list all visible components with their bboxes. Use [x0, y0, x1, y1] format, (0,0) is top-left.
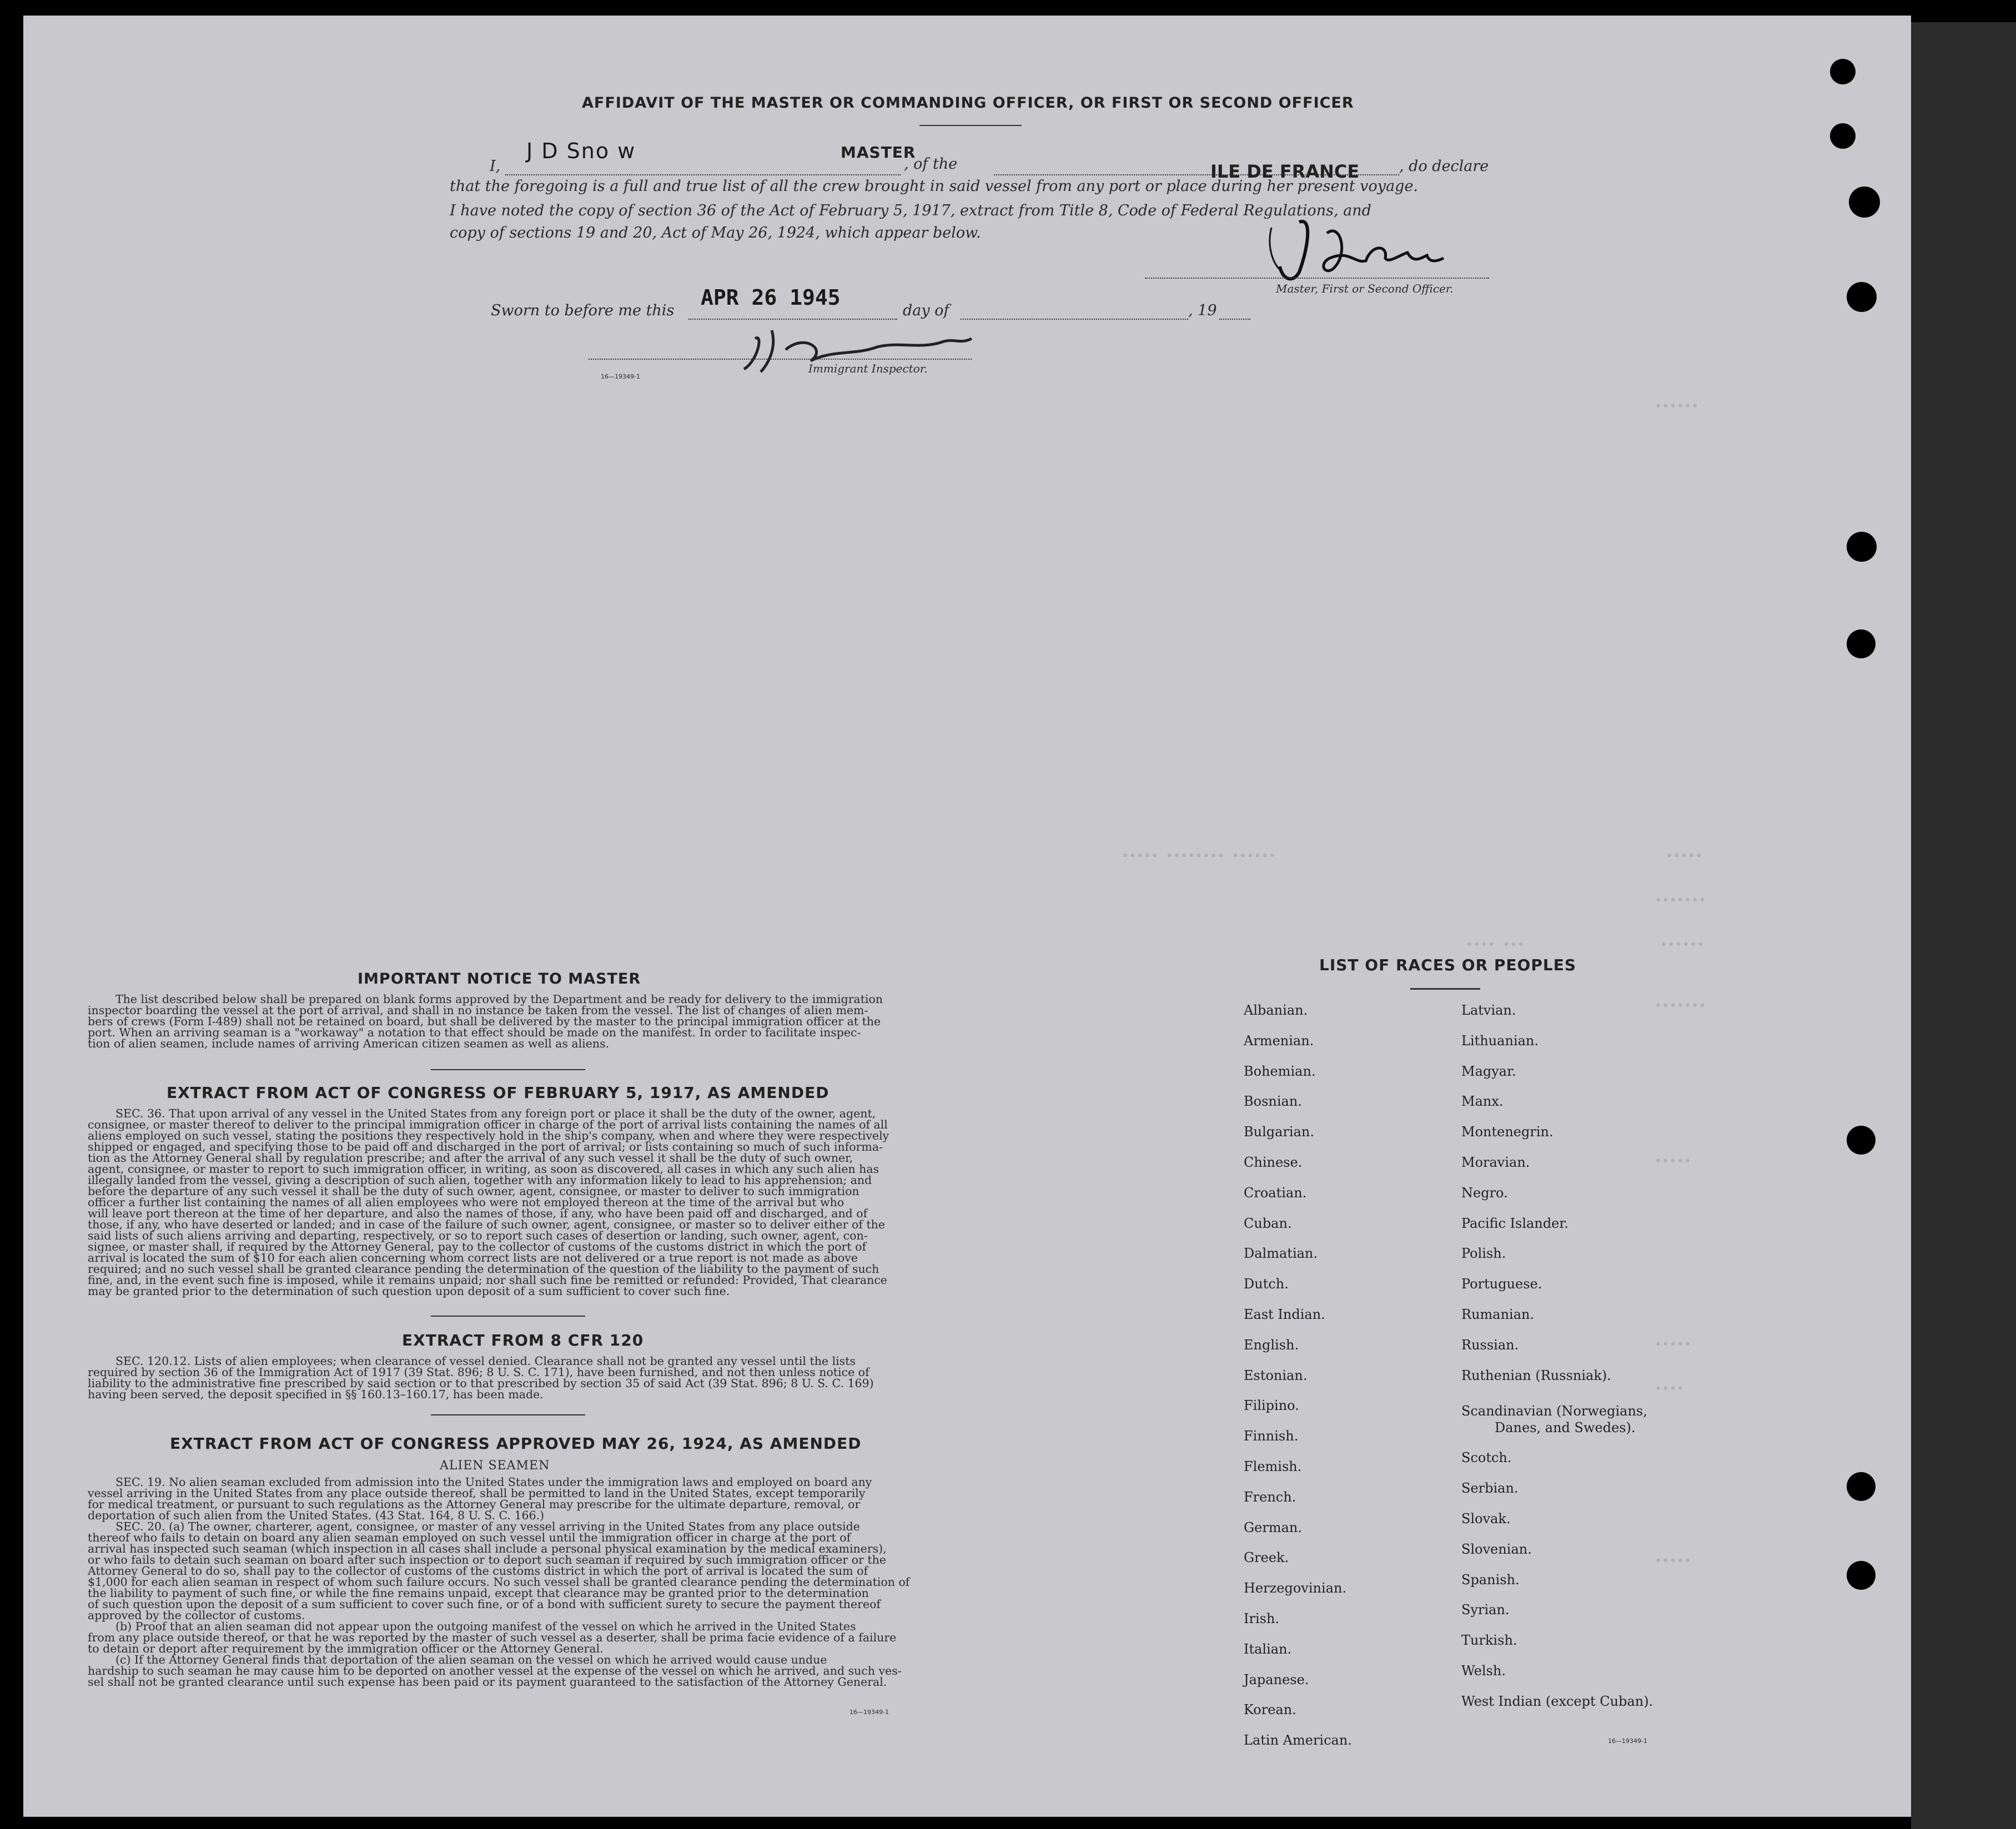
race-item: Scandinavian (Norwegians,: [1461, 1403, 1647, 1419]
race-item: Bulgarian.: [1244, 1124, 1314, 1140]
do-declare-text: , do declare: [1399, 158, 1489, 175]
extract-line: approved by the collector of customs.: [88, 1609, 305, 1622]
year-prefix: , 19: [1188, 302, 1217, 319]
notice-line: tion of alien seamen, include names of arriving American citizen seamen as well as aliens.: [88, 1037, 610, 1050]
race-item: Filipino.: [1244, 1398, 1299, 1414]
notice-line: The list described below shall be prepared on blank forms approved by the Department and be ready for delivery to the immigration: [115, 992, 883, 1006]
inspector-caption: Immigrant Inspector.: [808, 362, 928, 375]
extract-line: fine, and, in the event such fine is imposed, while it remains unpaid; nor shall such fine be remitted or refunded: Provided, That clearance: [88, 1273, 887, 1287]
of-the-text: , of the: [904, 155, 958, 173]
extract-1917-title: EXTRACT FROM ACT OF CONGRESS OF FEBRUARY 5, 1917, AS AMENDED: [167, 1084, 829, 1102]
vessel-name: ILE DE FRANCE: [1210, 161, 1360, 182]
race-item: Pacific Islander.: [1461, 1215, 1568, 1231]
extract-line: Attorney General to do so, shall pay to the collector of customs of the customs district in which the port of arrival is located the sum of: [88, 1564, 868, 1578]
extract-line: consignee, or master thereof to deliver to the principal immigration officer in charge of the port of arrival lists containing the names of all: [88, 1118, 888, 1131]
punch-hole: [1847, 1472, 1876, 1501]
race-item: Lithuanian.: [1461, 1032, 1539, 1049]
race-item: Syrian.: [1461, 1602, 1510, 1618]
extract-line: (b) Proof that an alien seaman did not appear upon the outgoing manifest of the vessel on which he arrived in the United States: [115, 1620, 856, 1633]
extract-1917-body: [88, 1108, 912, 1297]
extract-1924-title: EXTRACT FROM ACT OF CONGRESS APPROVED MAY 26, 1924, AS AMENDED: [170, 1434, 862, 1453]
divider: [431, 1316, 585, 1317]
extract-line: required by section 36 of the Immigration Act of 1917 (39 Stat. 896; 8 U. S. C. 171), have been furnished, and not then unless notice of: [88, 1366, 869, 1379]
punch-hole: [1830, 123, 1856, 149]
notice-line: port. When an arriving seaman is a "workaway" a notation to that effect should be made on the manifest. In order to facilitate inspec-: [88, 1026, 861, 1039]
races-left-column: [1244, 1002, 1477, 1763]
race-item: Turkish.: [1461, 1633, 1517, 1649]
race-item: Moravian.: [1461, 1154, 1530, 1170]
inspector-line: [589, 359, 972, 360]
extract-1924-subtitle: ALIEN SEAMEN: [440, 1459, 550, 1473]
extract-line: SEC. 120.12. Lists of alien employees; when clearance of vessel denied. Clearance shall not be granted any vessel until the lists: [115, 1354, 856, 1368]
race-item: Scotch.: [1461, 1450, 1512, 1466]
race-item: Latin American.: [1244, 1732, 1352, 1749]
extract-line: the liability to payment of such fine, or while the fine remains unpaid, except that clearance may be granted prior to the determination: [88, 1586, 869, 1600]
race-item: Bosnian.: [1244, 1094, 1302, 1110]
race-item: Korean.: [1244, 1702, 1296, 1718]
race-item: Finnish.: [1244, 1428, 1299, 1444]
extract-line: of such question upon the deposit of a sum sufficient to cover such fine, or of a bond with sufficient surety to secure the payment thereof: [88, 1598, 881, 1611]
race-item: French.: [1244, 1489, 1296, 1505]
race-item: Herzegovinian.: [1244, 1580, 1347, 1596]
affidavit-line-3: I have noted the copy of section 36 of the Act of February 5, 1917, extract from Title 8, Code of Federal Regulations, and: [450, 202, 1371, 219]
race-item: Estonian.: [1244, 1367, 1308, 1383]
extract-line: SEC. 20. (a) The owner, charterer, agent, consignee, or master of any vessel arriving in the United States from any place outside: [115, 1520, 860, 1533]
extract-line: SEC. 36. That upon arrival of any vessel in the United States from any foreign port or place it shall be the duty of the owner, agent,: [115, 1107, 876, 1120]
punch-hole: [1847, 1126, 1876, 1155]
master-signature: [1260, 211, 1494, 289]
extract-8cfr-body: [88, 1356, 912, 1400]
punch-hole: [1847, 282, 1877, 312]
extract-line: said lists of such aliens arriving and departing, respectively, or so to report such cases of desertion or landing, such owner, agent, con-: [88, 1229, 868, 1242]
date-stamp: APR 26 1945: [701, 285, 841, 310]
extract-line: aliens employed on such vessel, stating the positions they respectively hold in the ship's company, when and where they were respectively: [88, 1129, 889, 1142]
extract-line: will leave port thereon at the time of her departure, and also the names of those, if any, who have been paid off and discharged, and of: [88, 1207, 868, 1220]
punch-hole: [1830, 59, 1856, 84]
extract-line: having been served, the deposit specified in §§ 160.13–160.17, has been made.: [88, 1388, 544, 1401]
notice-title: IMPORTANT NOTICE TO MASTER: [358, 970, 641, 987]
year-line: [1219, 319, 1250, 320]
race-item: Chinese.: [1244, 1154, 1303, 1170]
affidavit-line-4: copy of sections 19 and 20, Act of May 26, 1924, which appear below.: [450, 224, 981, 241]
extract-line: illegally landed from the vessel, giving a description of such alien, together with any information likely to lead to his apprehension; and: [88, 1173, 872, 1187]
extract-line: to detain or deport after requirement by the immigration officer or the Attorney General.: [88, 1642, 604, 1655]
affidavit-i-prefix: I,: [490, 158, 501, 175]
extract-line: those, if any, who have deserted or landed; and in case of the failure of such owner, agent, consignee, or master so to deliver either of the: [88, 1218, 886, 1231]
race-item: Armenian.: [1244, 1032, 1314, 1049]
race-item: Montenegrin.: [1461, 1124, 1554, 1140]
race-item: Japanese.: [1244, 1671, 1309, 1687]
extract-line: agent, consignee, or master to report to such immigration officer, in writing, as soon as discovered, all cases in which any such alien has: [88, 1162, 879, 1176]
punch-hole: [1847, 1561, 1876, 1590]
race-item: Croatian.: [1244, 1185, 1307, 1201]
declarant-role: MASTER: [841, 143, 916, 162]
race-item: Serbian.: [1461, 1480, 1519, 1497]
race-item: German.: [1244, 1519, 1302, 1535]
form-number: 16—19349-1: [1608, 1737, 1647, 1745]
race-item: Dutch.: [1244, 1276, 1289, 1292]
race-item: East Indian.: [1244, 1306, 1325, 1322]
extract-line: or who fails to detain such seaman on board after such inspection or to deport such seaman if required by such immigration officer or the: [88, 1553, 886, 1566]
race-item: Spanish.: [1461, 1571, 1520, 1588]
extract-line: hardship to such seaman he may cause him to be deported on another vessel at the expense of the vessel on which he arrived, and such ves-: [88, 1664, 902, 1677]
race-item: Ruthenian (Russniak).: [1461, 1367, 1611, 1383]
extract-line: required; and no such vessel shall be granted clearance pending the determination of the question of the liability to the payment of such: [88, 1262, 879, 1276]
extract-8cfr-title: EXTRACT FROM 8 CFR 120: [402, 1331, 644, 1349]
extract-line: signee, or master shall, if required by the Attorney General, pay to the collector of customs of the customs district in which the port of: [88, 1240, 867, 1253]
race-item: Russian.: [1461, 1337, 1519, 1353]
affidavit-title: AFFIDAVIT OF THE MASTER OR COMMANDING OFFICER, OR FIRST OR SECOND OFFICER: [582, 94, 1354, 112]
extract-line: vessel arriving in the United States from any place outside thereof, shall be permitted to land in the United States, except temporarily: [88, 1487, 866, 1500]
extract-line: $1,000 for each alien seaman in respect of whom such failure occurs. No such vessel shall be granted clearance pending the determination of: [88, 1575, 910, 1589]
notice-line: bers of crews (Form I-489) shall not be retained on board, but shall be delivered by the master to the principal immigration officer at the: [88, 1015, 881, 1028]
page-edge-shadow: [1911, 22, 2016, 1829]
extract-line: for medical treatment, or pursuant to such regulations as the Attorney General may prescribe for the ultimate departure, removal, or: [88, 1498, 861, 1511]
extract-line: may be granted prior to the determination of such question upon deposit of a sum sufficient to cover such fine.: [88, 1284, 730, 1298]
divider: [431, 1069, 585, 1070]
race-item: Magyar.: [1461, 1063, 1516, 1079]
divider: [1410, 988, 1480, 990]
extract-line: shipped or engaged, and specifying those to be paid off and discharged in the port of arrival; or lists containing so much of such informa-: [88, 1140, 883, 1153]
extract-line: officer a further list containing the names of all alien employees who were not employed thereon at the time of the arrival but who: [88, 1196, 844, 1209]
races-right-column: [1461, 1002, 1750, 1724]
form-number: 16—19349-1: [601, 373, 640, 380]
sworn-prefix: Sworn to before me this: [491, 302, 675, 319]
race-item: Welsh.: [1461, 1662, 1506, 1679]
extract-line: liability to the administrative fine prescribed by said section or to that prescribed by section 35 of said Act (39 Stat. 896; 8 U. S. C. 169): [88, 1377, 874, 1390]
extract-line: before the departure of any such vessel it shall be the duty of such owner, agent, consignee, or master to deliver to such immigration: [88, 1185, 859, 1198]
name-line: [505, 174, 901, 175]
extract-line: arrival has inspected such seaman (which inspection in all cases shall include a personal physical examination by the medical examiners),: [88, 1542, 887, 1555]
race-item: Negro.: [1461, 1185, 1508, 1201]
divider: [919, 125, 1022, 126]
extract-line: from any place outside thereof, or that he was reported by the master of such vessel as a deserter, shall be prima facie evidence of a failure: [88, 1631, 897, 1644]
declarant-name: J D Sno w: [526, 139, 636, 163]
notice-body: [88, 994, 912, 1049]
race-item: Latvian.: [1461, 1002, 1516, 1018]
extract-1924-body: [88, 1477, 912, 1687]
race-item: English.: [1244, 1337, 1299, 1353]
extract-line: (c) If the Attorney General finds that deportation of the alien seaman on the vessel on which he arrived would cause undue: [115, 1653, 827, 1666]
punch-hole: [1847, 532, 1877, 562]
race-item: Italian.: [1244, 1641, 1292, 1657]
race-item: West Indian (except Cuban).: [1461, 1693, 1653, 1709]
punch-hole: [1847, 629, 1876, 658]
extract-line: tion as the Attorney General shall by regulation prescribe; and after the arrival of any such vessel it shall be the duty of such owner,: [88, 1151, 853, 1165]
extract-line: thereof who fails to detain on board any alien seaman employed on such vessel until the immigration officer in charge at the port of: [88, 1531, 851, 1544]
affidavit-line-2: that the foregoing is a full and true list of all the crew brought in said vessel from any port or place during her present voyage.: [450, 178, 1419, 195]
race-item: Slovenian.: [1461, 1541, 1532, 1557]
race-item: Danes, and Swedes).: [1495, 1419, 1636, 1435]
extract-line: sel shall not be granted clearance until such expense has been paid or its payment guaranteed to the satisfaction of the Attorney General.: [88, 1675, 887, 1689]
punch-hole: [1849, 187, 1880, 218]
race-item: Slovak.: [1461, 1510, 1511, 1526]
divider: [431, 1414, 585, 1415]
extract-line: deportation of such alien from the United States. (43 Stat. 164, 8 U. S. C. 166.): [88, 1509, 545, 1522]
signature-line: [1145, 278, 1489, 279]
race-item: Flemish.: [1244, 1458, 1302, 1474]
month-line: [961, 319, 1188, 320]
race-item: Greek.: [1244, 1550, 1289, 1566]
form-number: 16—19349-1: [849, 1709, 889, 1716]
race-item: Irish.: [1244, 1610, 1280, 1626]
race-item: Dalmatian.: [1244, 1246, 1318, 1262]
notice-line: inspector boarding the vessel at the port of arrival, and shall in no instance be taken from the vessel. The list of changes of alien mem-: [88, 1004, 868, 1017]
day-of-text: day of: [903, 302, 949, 319]
race-item: Polish.: [1461, 1246, 1506, 1262]
race-item: Manx.: [1461, 1094, 1504, 1110]
race-item: Rumanian.: [1461, 1306, 1535, 1322]
signature-caption: Master, First or Second Officer.: [1276, 282, 1454, 295]
race-item: Cuban.: [1244, 1215, 1292, 1231]
extract-line: arrival is located the sum of $10 for each alien concerning whom correct lists are not delivered or a true report is not made as above: [88, 1251, 858, 1264]
race-item: Albanian.: [1244, 1002, 1308, 1018]
race-item: Bohemian.: [1244, 1063, 1316, 1079]
extract-line: SEC. 19. No alien seaman excluded from admission into the United States under the immigration laws and employed on board any: [115, 1475, 872, 1489]
race-item: Portuguese.: [1461, 1276, 1542, 1292]
races-title: LIST OF RACES OR PEOPLES: [1319, 956, 1576, 974]
